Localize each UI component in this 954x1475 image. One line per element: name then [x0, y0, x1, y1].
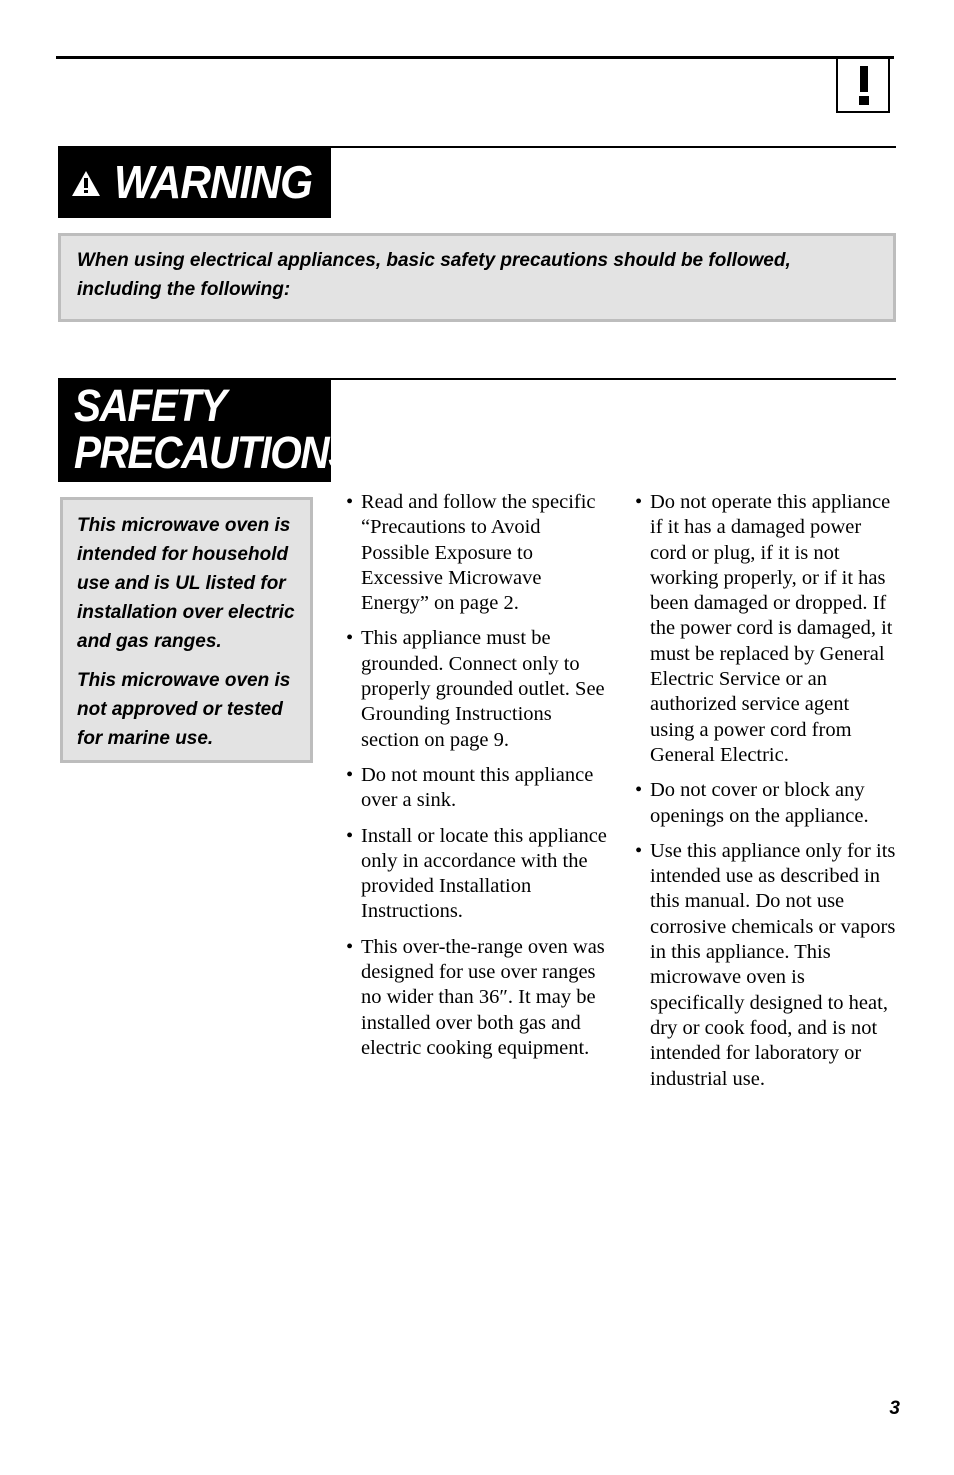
- safety-title-line2: PRECAUTIONS: [74, 427, 354, 478]
- safety-rule: [331, 378, 896, 380]
- page-number: 3: [889, 1398, 900, 1419]
- safety-note-marine: This microwave oven is not approved or tested for marine use.: [77, 670, 291, 749]
- list-item: • Do not operate this appliance if it has a damaged power cord or plug, if it is not working properly, or if it has been damaged or dropped. If the power cord is damaged, it must be replaced by General Electric Service or an authorized service agent using a power cord from General Electric.: [635, 491, 893, 766]
- safety-title-line1: SAFETY: [74, 380, 226, 431]
- top-rule: [56, 56, 894, 59]
- precautions-left-column: [346, 490, 612, 1071]
- warning-intro: When using electrical appliances, basic safety precautions should be followed, including the following:: [58, 233, 896, 322]
- list-item: • This appliance must be grounded. Connect only to properly grounded outlet. See Grounding Instructions section on page 9.: [346, 627, 605, 751]
- warning-rule: [331, 146, 896, 148]
- exclamation-icon: [836, 58, 890, 113]
- list-item: • Read and follow the specific “Precautions to Avoid Possible Exposure to Excessive Microwave Energy” on page 2.: [346, 491, 596, 615]
- list-item: • Use this appliance only for its intended use as described in this manual. Do not use corrosive chemicals or vapors in this appliance. This microwave oven is specifically designed to heat, dry or cook food, and is not intended for laboratory or industrial use.: [635, 839, 896, 1090]
- safety-note-household: This microwave oven is intended for household use and is UL listed for installation over electric and gas ranges.: [77, 515, 295, 652]
- warning-heading: [58, 146, 331, 218]
- list-item: • This over-the-range oven was designed for use over ranges no wider than 36″. It may be installed over both gas and electric cooking equipment.: [346, 935, 605, 1059]
- list-item: • Do not cover or block any openings on the appliance.: [635, 779, 869, 827]
- safety-heading: [58, 378, 354, 482]
- safety-note-box: [60, 497, 313, 763]
- list-item: • Install or locate this appliance only in accordance with the provided Installation Instructions.: [346, 824, 607, 923]
- warning-triangle-icon: [71, 170, 101, 197]
- precautions-right-column: [635, 490, 897, 1102]
- list-item: • Do not mount this appliance over a sink.: [346, 763, 594, 812]
- warning-title: WARNING: [114, 156, 313, 208]
